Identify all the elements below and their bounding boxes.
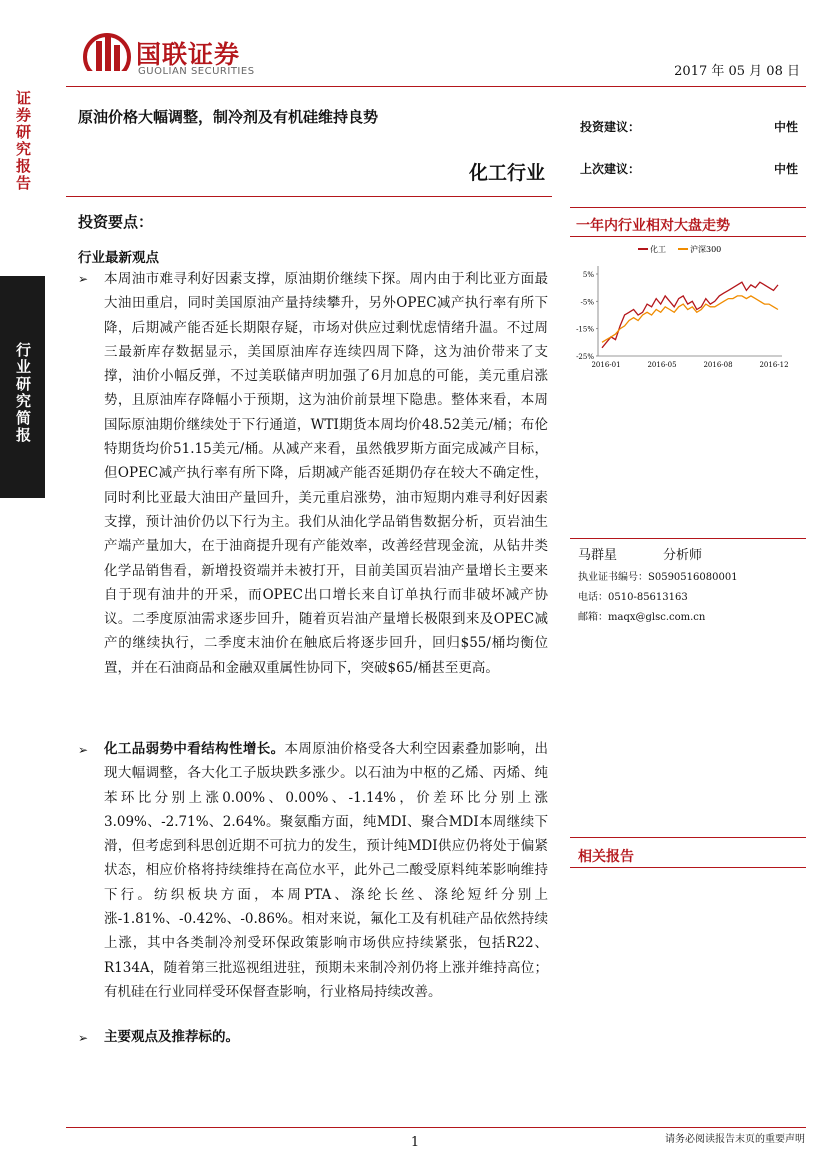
paragraph-chemicals-body: 本周原油价格受各大利空因素叠加影响，出现大幅调整，各大化工子版块跌多涨少。以石油为中枢的乙烯、丙烯、纯苯环比分别上涨0.00%、0.00%、-1.14%，价差环比分别上涨3.09%、-2.71%、2.64%。聚氨酯方面，纯MDI、聚合MDI本周继续下滑，但考虑到科思创近期不可抗力的发生，预计纯MDI供应仍将处于偏紧状态，相应价格将持续维持在高位水平，此外己二酸受原料纯苯影响维持下行。纺织板块方面，本周PTA、涤纶长丝、涤纶短纤分别上涨-1.81%、-0.42%、-0.86%。相对来说，氟化工及有机硅产品依然持续上涨，其中各类制冷剂受环保政策影响市场供应持续紧张，包括R22、R134A，随着第三批巡视组进驻，预期未来制冷剂仍将上涨并维持高位；有机硅在行业同样受环保督查影响，行业格局持续改善。 [104, 741, 549, 1000]
page-number: 1 [410, 1135, 420, 1150]
x-tick-label: 2016-05 [647, 361, 677, 369]
sidebar-tab-report-category [0, 276, 45, 498]
company-name-cn: 国联证券 [136, 40, 241, 69]
analyst-license: 执业证书编号：S0590516080001 [578, 572, 738, 583]
previous-rating-label: 上次建议： [580, 162, 641, 176]
analyst-top-divider [570, 538, 806, 539]
sidebar-tab-label: 行业研究简报 [14, 342, 32, 444]
y-tick-label: -5% [580, 298, 594, 307]
paragraph-recommendations: 主要观点及推荐标的。 [104, 1029, 239, 1045]
legend-label-hs300: 沪深300 [690, 245, 722, 254]
section-title: 投资要点： [78, 213, 154, 231]
current-rating [580, 118, 798, 134]
y-tick-label: -25% [576, 353, 594, 361]
analyst-role: 分析师 [663, 548, 703, 563]
x-tick-label: 2016-08 [703, 361, 733, 369]
bullet-marker: ➢ [78, 272, 89, 286]
related-top-divider [570, 837, 806, 838]
previous-rating [580, 160, 798, 176]
company-logo [82, 31, 322, 83]
analyst-phone: 电话：0510-85613163 [578, 592, 688, 603]
footer-disclaimer: 请务必阅读报告末页的重要声明 [665, 1134, 805, 1145]
chart-title-divider [570, 236, 806, 237]
company-name-en: GUOLIAN SECURITIES [138, 66, 255, 77]
industry-name: 化工行业 [468, 162, 545, 184]
legend-label-chemical: 化工 [650, 245, 666, 254]
sidebar-tab-report-type [0, 78, 45, 226]
subsection-title: 行业最新观点 [78, 250, 159, 266]
related-bottom-divider [570, 867, 806, 868]
current-rating-value: 中性 [773, 120, 798, 134]
relative-performance-chart [570, 240, 806, 380]
bullet-marker: ➢ [78, 1031, 89, 1045]
chart-legend [638, 244, 721, 254]
x-tick-label: 2016-12 [759, 361, 789, 369]
footer-divider [66, 1127, 806, 1128]
previous-rating-value: 中性 [773, 162, 798, 176]
header-divider [66, 86, 806, 87]
analyst-email: 邮箱：maqx@glsc.com.cn [578, 612, 706, 623]
x-tick-label: 2016-01 [591, 361, 621, 369]
series-line-chemical [602, 282, 778, 348]
chart-top-divider [570, 207, 806, 208]
chart-title: 一年内行业相对大盘走势 [576, 218, 730, 234]
paragraph-chemicals-lead: 化工品弱势中看结构性增长。 [104, 741, 285, 757]
related-reports-title: 相关报告 [578, 849, 634, 865]
sidebar-tab-label: 证券研究报告 [14, 90, 32, 192]
title-divider [66, 196, 552, 197]
y-tick-label: 5% [582, 271, 594, 279]
bullet-marker: ➢ [78, 743, 89, 757]
paragraph-oil-market: 本周油市难寻利好因素支撑，原油期价继续下探。周内由于利比亚方面最大油田重启，同时美国原油产量持续攀升，另外OPEC减产执行率有所下降，后期减产能否延长期限存疑，市场对供应过剩忧虑情绪升温。不过周三最新库存数据显示，美国原油库存连续四周下降，这为油价带来了支撑，油价小幅反弹，不过美联储声明加强了6月加息的可能，美元重启涨势，且原油库存降幅小于预期，这为油价前景埋下隐患。整体来看，本周国际原油期价继续处于下行通道，WTI期货本周均价48.52美元/桶；布伦特期货均价51.15美元/桶。从减产来看，虽然俄罗斯方面完成减产目标，但OPEC减产执行率有所下降，后期减产能否延期仍存在较大不确定性，同时利比亚最大油田产量回升，美元重启涨势，油市短期内难寻利好因素支撑，预计油价仍以下行为主。我们从油化学品销售数据分析，页岩油生产端产量加大，在于油商提升现有产能效率，改善经营现金流，从钻井类化学品销售看，新增投资端并未被打开，目前美国页岩油产量增长主要来自于现有油井的开采，而OPEC出口增长来自订单执行而非破坏减产协议。二季度原油需求逐步回升，随着页岩油产量增长极限到来及OPEC减产的继续执行，二季度末油价在触底后将逐步回升，回归$55/桶均衡位置，并在石油商品和金融双重属性协同下，突破$65/桶甚至更高。 [104, 271, 548, 676]
paragraph-chemicals [104, 737, 548, 1004]
report-date: 2017 年 05 月 08 日 [674, 64, 800, 79]
logo-emblem-icon [82, 31, 132, 83]
report-title: 原油价格大幅调整，制冷剂及有机硅维持良势 [78, 108, 379, 126]
analyst-name: 马群星 [578, 548, 618, 563]
current-rating-label: 投资建议： [580, 120, 641, 134]
y-tick-label: -15% [576, 325, 594, 334]
